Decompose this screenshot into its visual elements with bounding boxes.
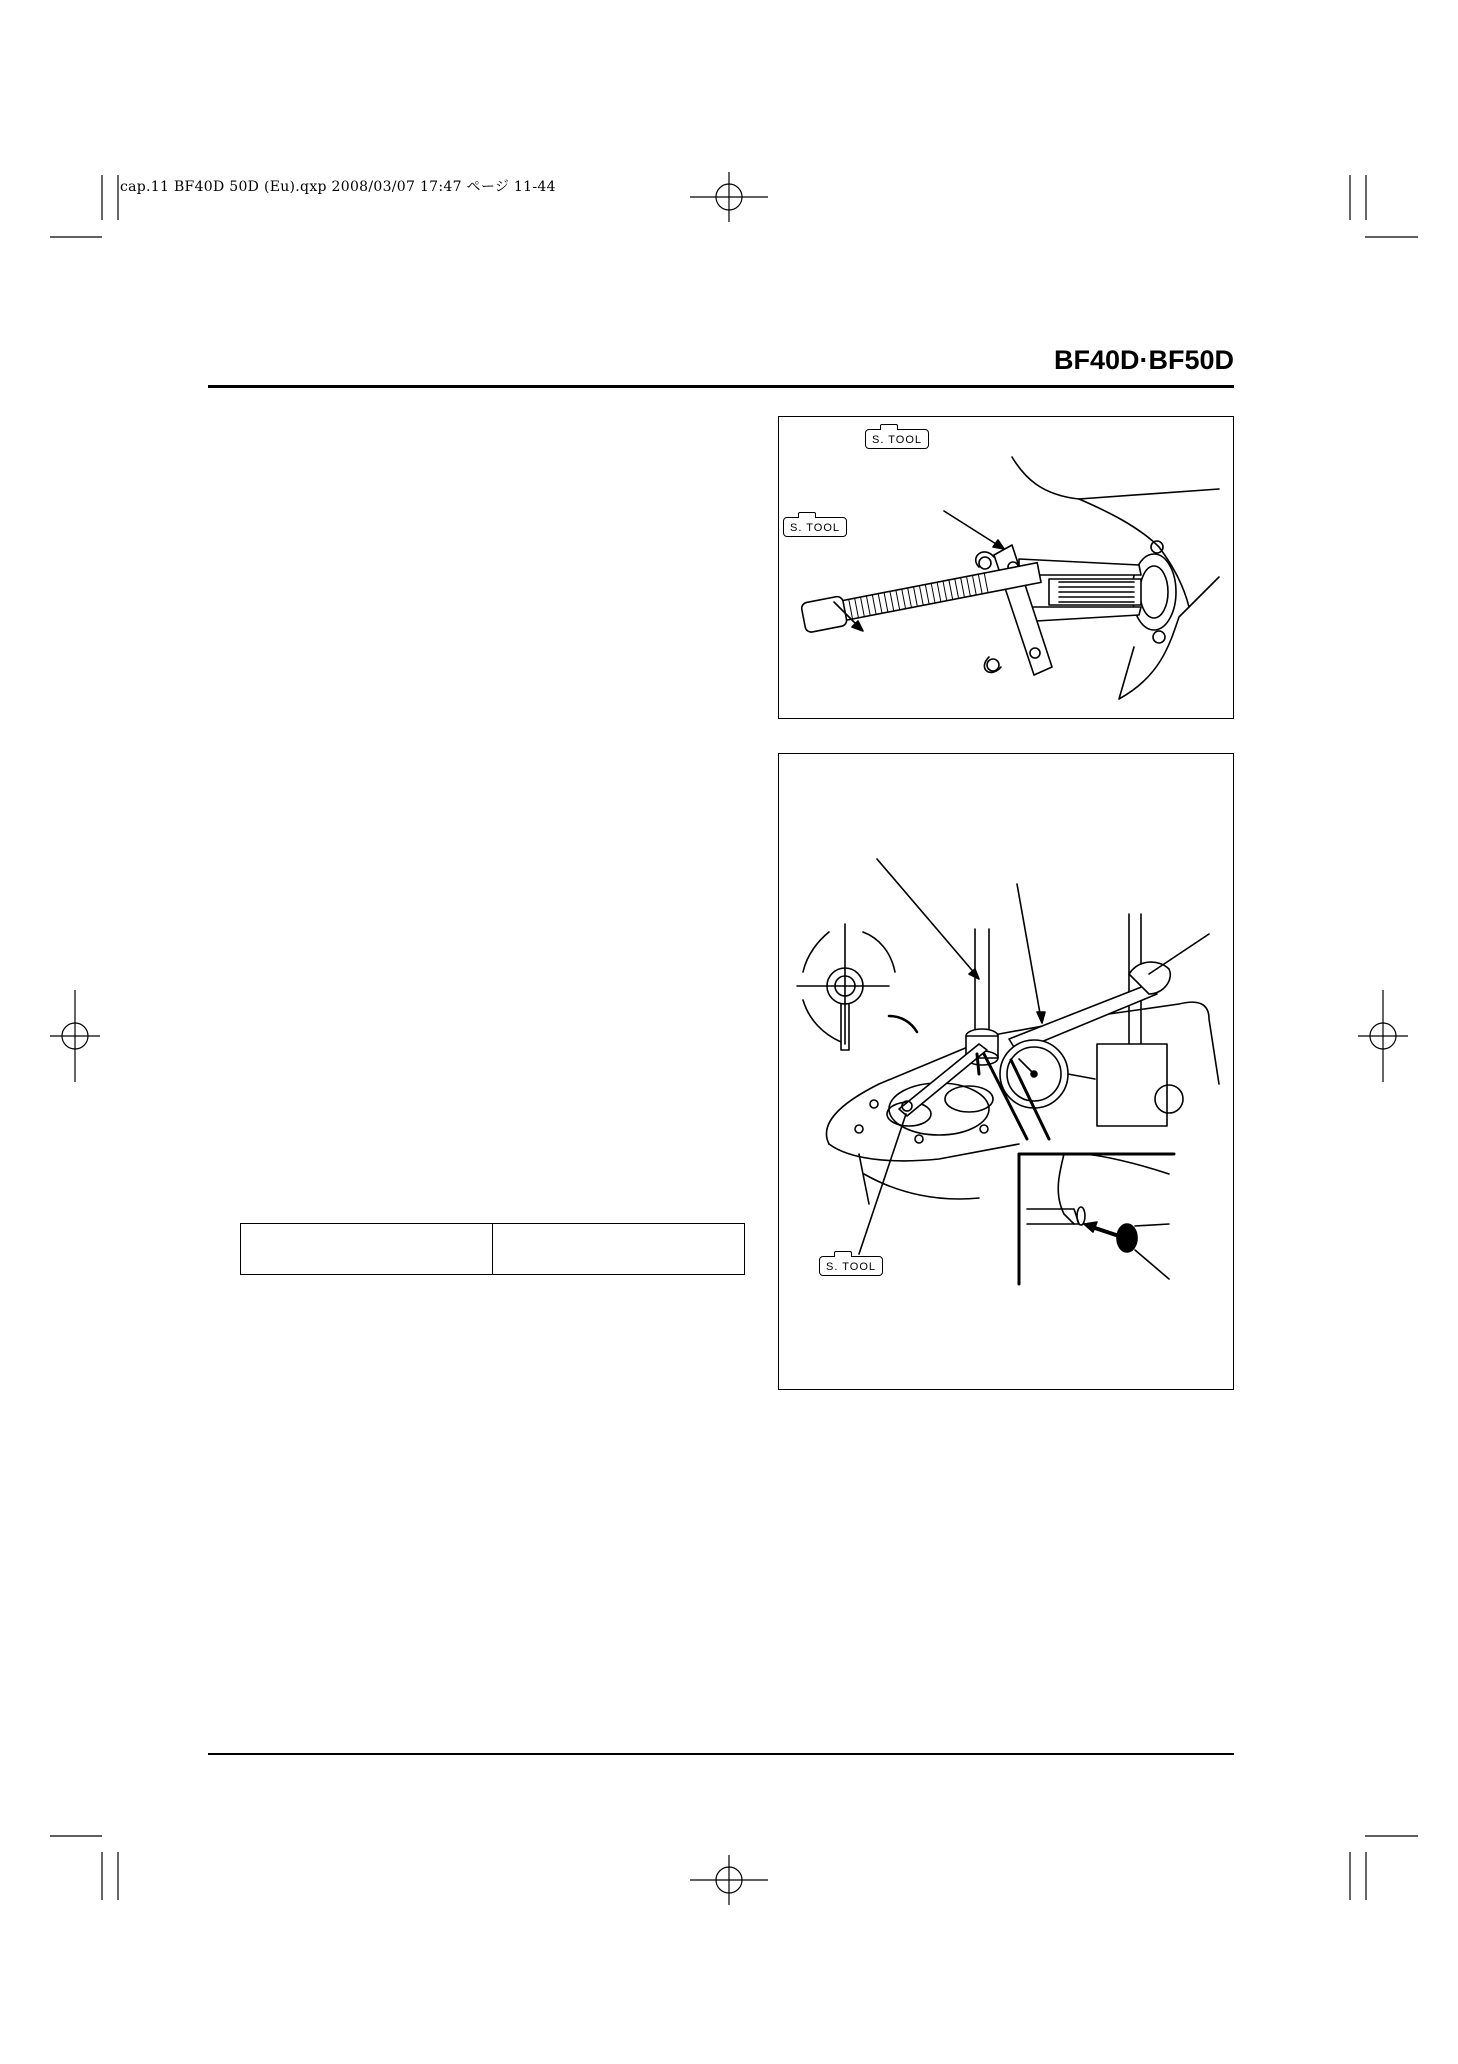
specification-table — [240, 1223, 745, 1275]
file-slug-line: cap.11 BF40D 50D (Eu).qxp 2008/03/07 17:47 ページ 11-44 — [120, 179, 556, 195]
special-tool-label: S. TOOL — [783, 517, 847, 537]
special-tool-label: S. TOOL — [865, 429, 929, 449]
puller-illustration — [779, 417, 1235, 720]
spec-table-cell — [492, 1224, 744, 1274]
puller-figure — [778, 416, 1234, 719]
special-tool-label: S. TOOL — [819, 1256, 883, 1276]
dial-indicator-figure — [778, 753, 1234, 1390]
model-title: BF40D·BF50D — [1053, 345, 1234, 375]
footer-rule — [208, 1753, 1234, 1755]
header-rule — [208, 385, 1234, 388]
spec-table-cell — [241, 1224, 492, 1274]
dial-indicator-illustration — [779, 754, 1235, 1391]
